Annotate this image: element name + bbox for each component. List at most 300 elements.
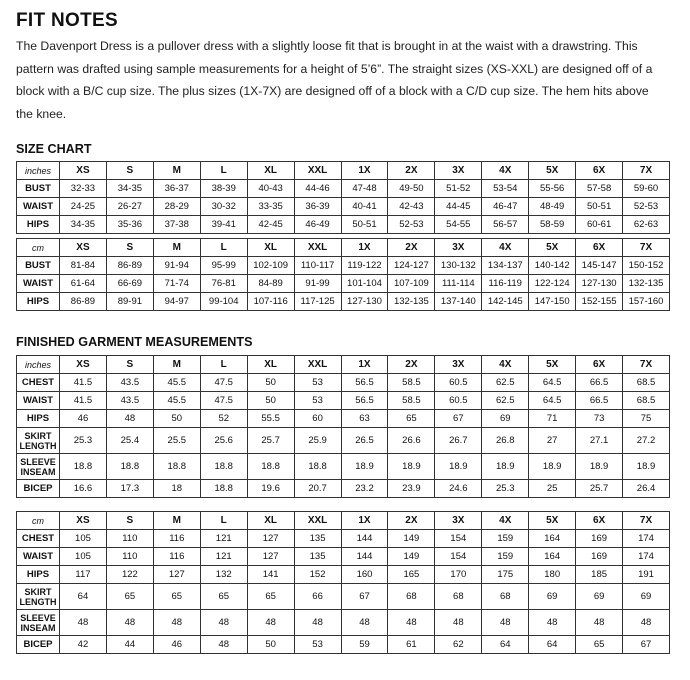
unit-label: cm (17, 512, 60, 530)
table-cell: 25.3 (60, 428, 107, 454)
size-header: 6X (576, 356, 623, 374)
table-cell: 40-41 (341, 198, 388, 216)
table-cell: 50 (247, 636, 294, 654)
table-cell: 48 (576, 610, 623, 636)
row-label: WAIST (17, 198, 60, 216)
size-header: XL (247, 512, 294, 530)
size-header: 6X (576, 239, 623, 257)
table-cell: 27 (529, 428, 576, 454)
row-label-line: LENGTH (19, 596, 57, 607)
size-header: 2X (388, 239, 435, 257)
row-label: WAIST (17, 392, 60, 410)
table-cell: 50-51 (576, 198, 623, 216)
table-cell: 89-91 (106, 293, 153, 311)
size-header: 4X (482, 162, 529, 180)
table-cell: 24-25 (60, 198, 107, 216)
table-cell: 25 (529, 480, 576, 498)
table-cell: 105 (60, 530, 107, 548)
table-cell: 71-74 (153, 275, 200, 293)
table-cell: 58.5 (388, 392, 435, 410)
size-header: 4X (482, 356, 529, 374)
size-header: S (106, 162, 153, 180)
table-cell: 69 (529, 584, 576, 610)
table-cell: 110-117 (294, 257, 341, 275)
row-label-line: INSEAM (20, 466, 56, 477)
row-label: HIPS (17, 566, 60, 584)
table-cell: 53 (294, 636, 341, 654)
table-cell: 46-49 (294, 216, 341, 234)
table-cell: 18.8 (106, 454, 153, 480)
size-header: XXL (294, 356, 341, 374)
table-cell: 64.5 (529, 374, 576, 392)
table-row (17, 584, 670, 610)
size-header: XL (247, 239, 294, 257)
unit-label: inches (17, 162, 60, 180)
table-row (17, 374, 670, 392)
table-cell: 142-145 (482, 293, 529, 311)
intro-line: the knee. (16, 106, 67, 121)
table-cell: 59-60 (623, 180, 670, 198)
size-header: 3X (435, 239, 482, 257)
table-cell: 47.5 (200, 392, 247, 410)
table-cell: 152-155 (576, 293, 623, 311)
table-cell: 25.7 (576, 480, 623, 498)
table-row (17, 198, 670, 216)
table-cell: 25.3 (482, 480, 529, 498)
table-cell: 154 (435, 530, 482, 548)
size-header: S (106, 239, 153, 257)
table-cell: 127 (247, 548, 294, 566)
table-cell: 52-53 (388, 216, 435, 234)
table-cell: 48 (200, 610, 247, 636)
size-header: XS (60, 162, 107, 180)
table-cell: 48 (529, 610, 576, 636)
table-cell: 48 (482, 610, 529, 636)
table-cell: 152 (294, 566, 341, 584)
table-cell: 68 (482, 584, 529, 610)
table-cell: 116-119 (482, 275, 529, 293)
row-label-line: SKIRT (24, 586, 52, 597)
table-cell: 26.5 (341, 428, 388, 454)
row-label (17, 610, 60, 636)
table-cell: 86-89 (60, 293, 107, 311)
size-header: 1X (341, 512, 388, 530)
table-cell: 135 (294, 548, 341, 566)
row-label-line: SKIRT (24, 430, 52, 441)
table-cell: 164 (529, 530, 576, 548)
table-cell: 127-130 (341, 293, 388, 311)
table-cell: 28-29 (153, 198, 200, 216)
table-cell: 65 (153, 584, 200, 610)
table-cell: 24.6 (435, 480, 482, 498)
table-cell: 56.5 (341, 374, 388, 392)
table-row (17, 566, 670, 584)
table-cell: 44 (106, 636, 153, 654)
table-cell: 56-57 (482, 216, 529, 234)
size-header: XXL (294, 162, 341, 180)
unit-label: inches (17, 356, 60, 374)
table-cell: 18.9 (341, 454, 388, 480)
size-header: 7X (623, 239, 670, 257)
table-header-row (17, 239, 670, 257)
table-cell: 84-89 (247, 275, 294, 293)
table-cell: 116 (153, 530, 200, 548)
table-cell: 53 (294, 374, 341, 392)
size-header: 4X (482, 239, 529, 257)
table-cell: 117 (60, 566, 107, 584)
table-cell: 68.5 (623, 392, 670, 410)
table-cell: 34-35 (106, 180, 153, 198)
table-cell: 27.1 (576, 428, 623, 454)
table-cell: 63 (341, 410, 388, 428)
table-cell: 45.5 (153, 392, 200, 410)
table-cell: 154 (435, 548, 482, 566)
table-cell: 191 (623, 566, 670, 584)
table-cell: 43.5 (106, 374, 153, 392)
table-cell: 41.5 (60, 392, 107, 410)
table-cell: 23.9 (388, 480, 435, 498)
table-cell: 62-63 (623, 216, 670, 234)
size-header: XS (60, 239, 107, 257)
table-cell: 36-37 (153, 180, 200, 198)
row-label: HIPS (17, 410, 60, 428)
row-label-line: LENGTH (19, 440, 57, 451)
table-cell: 117-125 (294, 293, 341, 311)
table-cell: 122 (106, 566, 153, 584)
table-cell: 119-122 (341, 257, 388, 275)
size-header: L (200, 512, 247, 530)
table-cell: 107-116 (247, 293, 294, 311)
table-cell: 20.7 (294, 480, 341, 498)
table-cell: 19.6 (247, 480, 294, 498)
table-cell: 127 (153, 566, 200, 584)
table-cell: 42 (60, 636, 107, 654)
table-cell: 73 (576, 410, 623, 428)
table-cell: 26.7 (435, 428, 482, 454)
table-cell: 68 (388, 584, 435, 610)
table-cell: 121 (200, 530, 247, 548)
size-header: 7X (623, 512, 670, 530)
table-cell: 26.6 (388, 428, 435, 454)
size-header: M (153, 356, 200, 374)
table-cell: 34-35 (60, 216, 107, 234)
table-cell: 25.9 (294, 428, 341, 454)
table-cell: 64 (529, 636, 576, 654)
table-cell: 18.9 (435, 454, 482, 480)
table-cell: 50-51 (341, 216, 388, 234)
table-cell: 65 (200, 584, 247, 610)
table-row (17, 548, 670, 566)
table-cell: 65 (576, 636, 623, 654)
table-cell: 159 (482, 530, 529, 548)
table-cell: 64 (482, 636, 529, 654)
table-cell: 132-135 (388, 293, 435, 311)
table-cell: 65 (388, 410, 435, 428)
table-row (17, 610, 670, 636)
table-cell: 66.5 (576, 392, 623, 410)
table-cell: 130-132 (435, 257, 482, 275)
table-cell: 147-150 (529, 293, 576, 311)
table-cell: 61-64 (60, 275, 107, 293)
table-cell: 81-84 (60, 257, 107, 275)
table-cell: 55-56 (529, 180, 576, 198)
table-cell: 27.2 (623, 428, 670, 454)
size-header: 5X (529, 512, 576, 530)
table-cell: 144 (341, 530, 388, 548)
table-cell: 18.9 (576, 454, 623, 480)
size-header: 3X (435, 356, 482, 374)
table-cell: 180 (529, 566, 576, 584)
table-cell: 68.5 (623, 374, 670, 392)
size-header: S (106, 356, 153, 374)
table-cell: 18.8 (247, 454, 294, 480)
size-header: 1X (341, 162, 388, 180)
size-header: M (153, 162, 200, 180)
table-row (17, 454, 670, 480)
table-cell: 45.5 (153, 374, 200, 392)
table-cell: 48 (435, 610, 482, 636)
table-cell: 86-89 (106, 257, 153, 275)
row-label-line: SLEEVE (20, 612, 56, 623)
size-header: L (200, 162, 247, 180)
row-label: BUST (17, 180, 60, 198)
row-label-line: SLEEVE (20, 456, 56, 467)
table-cell: 16.6 (60, 480, 107, 498)
size-header: 6X (576, 162, 623, 180)
table-cell: 66-69 (106, 275, 153, 293)
table-cell: 46-47 (482, 198, 529, 216)
table-cell: 140-142 (529, 257, 576, 275)
size-header: 2X (388, 512, 435, 530)
size-header: 1X (341, 239, 388, 257)
table-cell: 64 (60, 584, 107, 610)
size-chart-inches-table (16, 161, 670, 234)
table-cell: 91-94 (153, 257, 200, 275)
table-cell: 110 (106, 548, 153, 566)
size-header: 5X (529, 356, 576, 374)
table-cell: 69 (482, 410, 529, 428)
table-cell: 53 (294, 392, 341, 410)
table-header-row (17, 512, 670, 530)
table-cell: 64.5 (529, 392, 576, 410)
table-cell: 68 (435, 584, 482, 610)
table-cell: 134-137 (482, 257, 529, 275)
table-cell: 48 (200, 636, 247, 654)
table-cell: 169 (576, 548, 623, 566)
table-cell: 62.5 (482, 392, 529, 410)
table-cell: 141 (247, 566, 294, 584)
table-cell: 127-130 (576, 275, 623, 293)
table-cell: 132-135 (623, 275, 670, 293)
table-cell: 30-32 (200, 198, 247, 216)
table-cell: 50 (153, 410, 200, 428)
table-cell: 33-35 (247, 198, 294, 216)
table-cell: 40-43 (247, 180, 294, 198)
table-cell: 174 (623, 548, 670, 566)
table-cell: 48 (623, 610, 670, 636)
row-label: HIPS (17, 293, 60, 311)
table-cell: 36-39 (294, 198, 341, 216)
table-cell: 60.5 (435, 392, 482, 410)
size-header: 3X (435, 162, 482, 180)
table-row (17, 480, 670, 498)
table-cell: 18 (153, 480, 200, 498)
table-cell: 60.5 (435, 374, 482, 392)
table-cell: 26.4 (623, 480, 670, 498)
table-cell: 43.5 (106, 392, 153, 410)
size-header: XL (247, 356, 294, 374)
row-label: HIPS (17, 216, 60, 234)
table-row (17, 257, 670, 275)
table-cell: 26-27 (106, 198, 153, 216)
row-label: WAIST (17, 275, 60, 293)
table-header-row (17, 356, 670, 374)
table-cell: 51-52 (435, 180, 482, 198)
row-label (17, 428, 60, 454)
table-row (17, 428, 670, 454)
table-cell: 49-50 (388, 180, 435, 198)
table-cell: 18.8 (200, 454, 247, 480)
table-cell: 91-99 (294, 275, 341, 293)
table-cell: 25.4 (106, 428, 153, 454)
size-header: 2X (388, 162, 435, 180)
table-cell: 144 (341, 548, 388, 566)
garment-inches-table (16, 355, 670, 498)
table-header-row (17, 162, 670, 180)
table-row (17, 530, 670, 548)
table-cell: 60 (294, 410, 341, 428)
intro-paragraph (16, 35, 680, 125)
table-cell: 165 (388, 566, 435, 584)
table-cell: 48 (294, 610, 341, 636)
table-cell: 59 (341, 636, 388, 654)
row-label (17, 454, 60, 480)
table-cell: 105 (60, 548, 107, 566)
size-header: L (200, 239, 247, 257)
table-cell: 42-43 (388, 198, 435, 216)
table-cell: 58-59 (529, 216, 576, 234)
table-cell: 35-36 (106, 216, 153, 234)
table-cell: 48 (106, 610, 153, 636)
size-chart-cm-table (16, 238, 670, 311)
row-label: CHEST (17, 374, 60, 392)
table-row (17, 180, 670, 198)
table-cell: 185 (576, 566, 623, 584)
table-cell: 41.5 (60, 374, 107, 392)
size-header: 5X (529, 239, 576, 257)
table-cell: 23.2 (341, 480, 388, 498)
table-row (17, 636, 670, 654)
table-cell: 17.3 (106, 480, 153, 498)
table-cell: 137-140 (435, 293, 482, 311)
size-header: L (200, 356, 247, 374)
table-cell: 95-99 (200, 257, 247, 275)
table-cell: 66 (294, 584, 341, 610)
garment-measurements-heading: FINISHED GARMENT MEASUREMENTS (16, 335, 253, 349)
table-cell: 48 (153, 610, 200, 636)
table-cell: 18.8 (294, 454, 341, 480)
table-cell: 58.5 (388, 374, 435, 392)
table-cell: 53-54 (482, 180, 529, 198)
table-row (17, 293, 670, 311)
table-cell: 62.5 (482, 374, 529, 392)
size-header: XXL (294, 239, 341, 257)
table-cell: 94-97 (153, 293, 200, 311)
table-cell: 42-45 (247, 216, 294, 234)
table-cell: 52 (200, 410, 247, 428)
garment-cm-table (16, 511, 670, 654)
table-cell: 170 (435, 566, 482, 584)
intro-line: The Davenport Dress is a pullover dress with a slightly loose fit that is brought in at the waist with a drawstring. This (16, 39, 638, 53)
size-header: 2X (388, 356, 435, 374)
size-header: 3X (435, 512, 482, 530)
table-cell: 48 (60, 610, 107, 636)
row-label-line: INSEAM (20, 622, 56, 633)
table-cell: 67 (435, 410, 482, 428)
table-cell: 54-55 (435, 216, 482, 234)
table-cell: 67 (623, 636, 670, 654)
table-cell: 52-53 (623, 198, 670, 216)
table-cell: 65 (247, 584, 294, 610)
table-cell: 18.8 (200, 480, 247, 498)
size-header: XS (60, 356, 107, 374)
table-cell: 25.6 (200, 428, 247, 454)
table-cell: 61 (388, 636, 435, 654)
table-cell: 102-109 (247, 257, 294, 275)
size-header: 4X (482, 512, 529, 530)
table-cell: 65 (106, 584, 153, 610)
table-cell: 44-45 (435, 198, 482, 216)
table-cell: 48 (341, 610, 388, 636)
table-cell: 160 (341, 566, 388, 584)
size-header: 7X (623, 356, 670, 374)
table-cell: 69 (576, 584, 623, 610)
size-chart-heading: SIZE CHART (16, 142, 92, 156)
intro-line: pattern was drafted using sample measurements for a height of 5’6”. The straight sizes (XS-XXL) are designed off of a (16, 61, 653, 76)
table-cell: 62 (435, 636, 482, 654)
size-header: M (153, 239, 200, 257)
table-row (17, 216, 670, 234)
table-cell: 55.5 (247, 410, 294, 428)
table-cell: 50 (247, 374, 294, 392)
table-cell: 18.9 (529, 454, 576, 480)
table-cell: 149 (388, 530, 435, 548)
size-header: 1X (341, 356, 388, 374)
size-header: 7X (623, 162, 670, 180)
table-cell: 37-38 (153, 216, 200, 234)
table-cell: 25.7 (247, 428, 294, 454)
table-cell: 149 (388, 548, 435, 566)
table-cell: 111-114 (435, 275, 482, 293)
table-cell: 48 (106, 410, 153, 428)
size-header: XXL (294, 512, 341, 530)
table-cell: 48-49 (529, 198, 576, 216)
table-cell: 46 (60, 410, 107, 428)
table-cell: 56.5 (341, 392, 388, 410)
table-cell: 169 (576, 530, 623, 548)
table-cell: 150-152 (623, 257, 670, 275)
row-label: BICEP (17, 480, 60, 498)
table-cell: 50 (247, 392, 294, 410)
table-cell: 32-33 (60, 180, 107, 198)
size-header: XL (247, 162, 294, 180)
table-cell: 48 (388, 610, 435, 636)
table-cell: 66.5 (576, 374, 623, 392)
table-cell: 116 (153, 548, 200, 566)
table-cell: 44-46 (294, 180, 341, 198)
table-row (17, 410, 670, 428)
table-cell: 135 (294, 530, 341, 548)
